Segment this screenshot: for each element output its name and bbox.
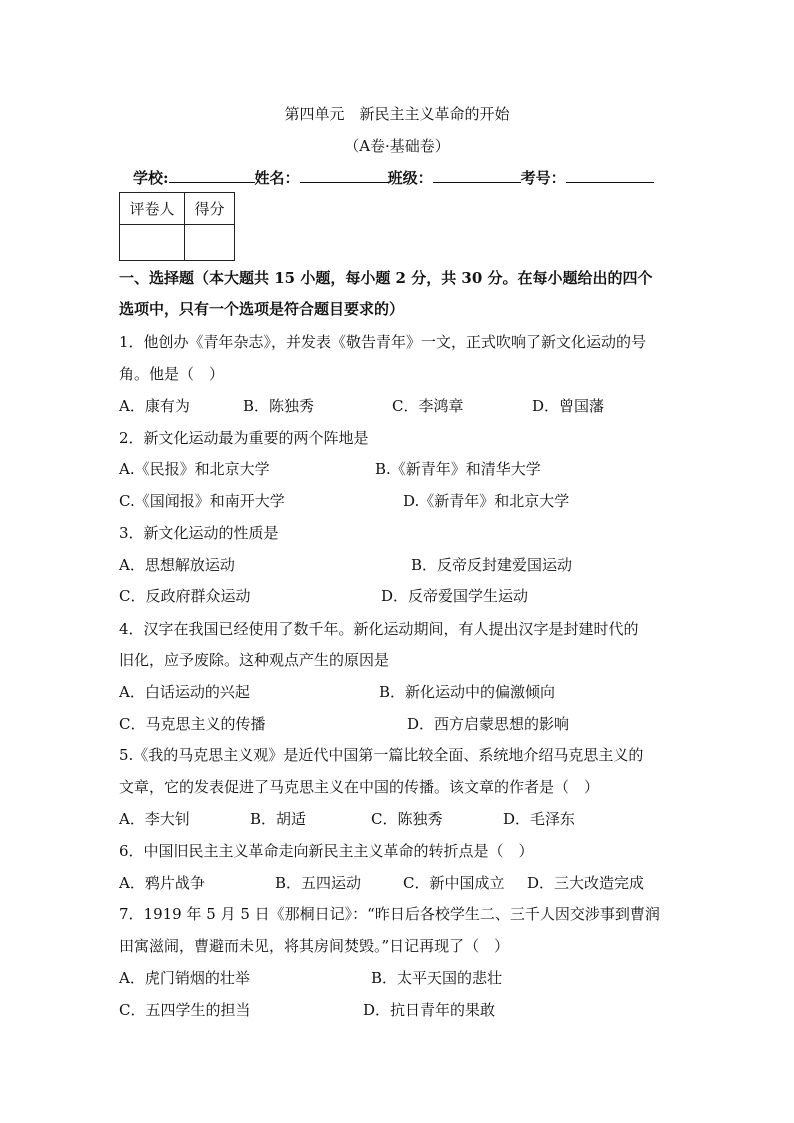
option-b[interactable]: B．五四运动 (275, 874, 362, 892)
question-text: 3．新文化运动的性质是 (119, 524, 279, 542)
student-info-row (133, 166, 654, 188)
option-d[interactable]: D．三大改造完成 (527, 874, 645, 892)
option-b[interactable]: B．陈独秀 (243, 397, 315, 415)
name-field[interactable] (300, 166, 388, 183)
option-b[interactable]: B．新化运动中的偏激倾向 (379, 683, 556, 701)
option-d[interactable]: D．曾国藩 (532, 397, 605, 415)
class-field[interactable] (433, 166, 521, 183)
option-c[interactable]: C．马克思主义的传播 (119, 715, 266, 733)
score-cell[interactable] (185, 225, 235, 261)
question-text: 角。他是（ ） (119, 365, 225, 383)
question-text: 文章，它的发表促进了马克思主义在中国的传播。该文章的作者是（ ） (119, 778, 600, 796)
option-d[interactable]: D．反帝爱国学生运动 (381, 587, 529, 605)
document-subtitle: （A卷·基础卷） (344, 137, 450, 155)
document-title: 第四单元 新民主主义革命的开始 (284, 105, 510, 123)
option-b[interactable]: B.《新青年》和清华大学 (375, 460, 541, 478)
option-a[interactable]: A．李大钊 (119, 810, 190, 828)
question-text: 1．他创办《青年杂志》，并发表《敬告青年》一文，正式吹响了新文化运动的号 (119, 333, 647, 351)
question-text: 6．中国旧民主主义革命走向新民主主义革命的转折点是（ ） (119, 842, 534, 860)
score-table (119, 192, 235, 261)
option-c[interactable]: C．反政府群众运动 (119, 587, 251, 605)
school-field[interactable] (169, 166, 255, 183)
score-header: 得分 (185, 193, 235, 225)
option-a[interactable]: A．虎门销烟的壮举 (119, 969, 250, 987)
option-a[interactable]: A．思想解放运动 (119, 556, 235, 574)
option-b[interactable]: B．胡适 (250, 810, 307, 828)
class-label: 班级： (387, 169, 433, 187)
section-heading-line-2: 选项中，只有一个选项是符合题目要求的） (119, 300, 405, 318)
option-a[interactable]: A．白话运动的兴起 (119, 683, 250, 701)
exam-number-label: 考号： (520, 169, 566, 187)
option-b[interactable]: B．太平天国的悲壮 (371, 969, 503, 987)
option-b[interactable]: B．反帝反封建爱国运动 (411, 556, 573, 574)
question-text: 旧化，应予废除。这种观点产生的原因是 (119, 651, 390, 669)
option-d[interactable]: D．西方启蒙思想的影响 (407, 715, 570, 733)
option-c[interactable]: C．陈独秀 (371, 810, 443, 828)
grader-cell[interactable] (120, 225, 185, 261)
option-c[interactable]: C.《国闻报》和南开大学 (119, 492, 285, 510)
option-a[interactable]: A.《民报》和北京大学 (119, 460, 270, 478)
option-c[interactable]: C．新中国成立 (403, 874, 505, 892)
section-heading-line-1: 一、选择题（本大题共 15 小题，每小题 2 分，共 30 分。在每小题给出的四个 (119, 269, 653, 287)
option-c[interactable]: C．李鸿章 (392, 397, 464, 415)
school-label: 学校: (133, 169, 169, 187)
option-c[interactable]: C．五四学生的担当 (119, 1001, 251, 1019)
option-d[interactable]: D.《新青年》和北京大学 (403, 492, 570, 510)
option-d[interactable]: D．抗日青年的果敢 (363, 1001, 496, 1019)
grader-header: 评卷人 (120, 193, 185, 225)
name-label: 姓名： (254, 169, 300, 187)
option-d[interactable]: D．毛泽东 (503, 810, 576, 828)
question-text: 4．汉字在我国已经使用了数千年。新化运动期间，有人提出汉字是封建时代的 (119, 620, 639, 638)
option-a[interactable]: A．康有为 (119, 397, 190, 415)
question-text: 2．新文化运动最为重要的两个阵地是 (119, 429, 369, 447)
question-text: 7．1919 年 5 月 5 日《那桐日记》：“昨日后各校学生二、三千人因交涉事到曹润 (119, 905, 660, 923)
question-text: 5.《我的马克思主义观》是近代中国第一篇比较全面、系统地介绍马克思主义的 (119, 746, 644, 764)
option-a[interactable]: A．鸦片战争 (119, 874, 205, 892)
exam-number-field[interactable] (566, 166, 654, 183)
question-text: 田寓滋闹，曹避而未见，将其房间焚毁。”日记再现了（ ） (119, 937, 510, 955)
